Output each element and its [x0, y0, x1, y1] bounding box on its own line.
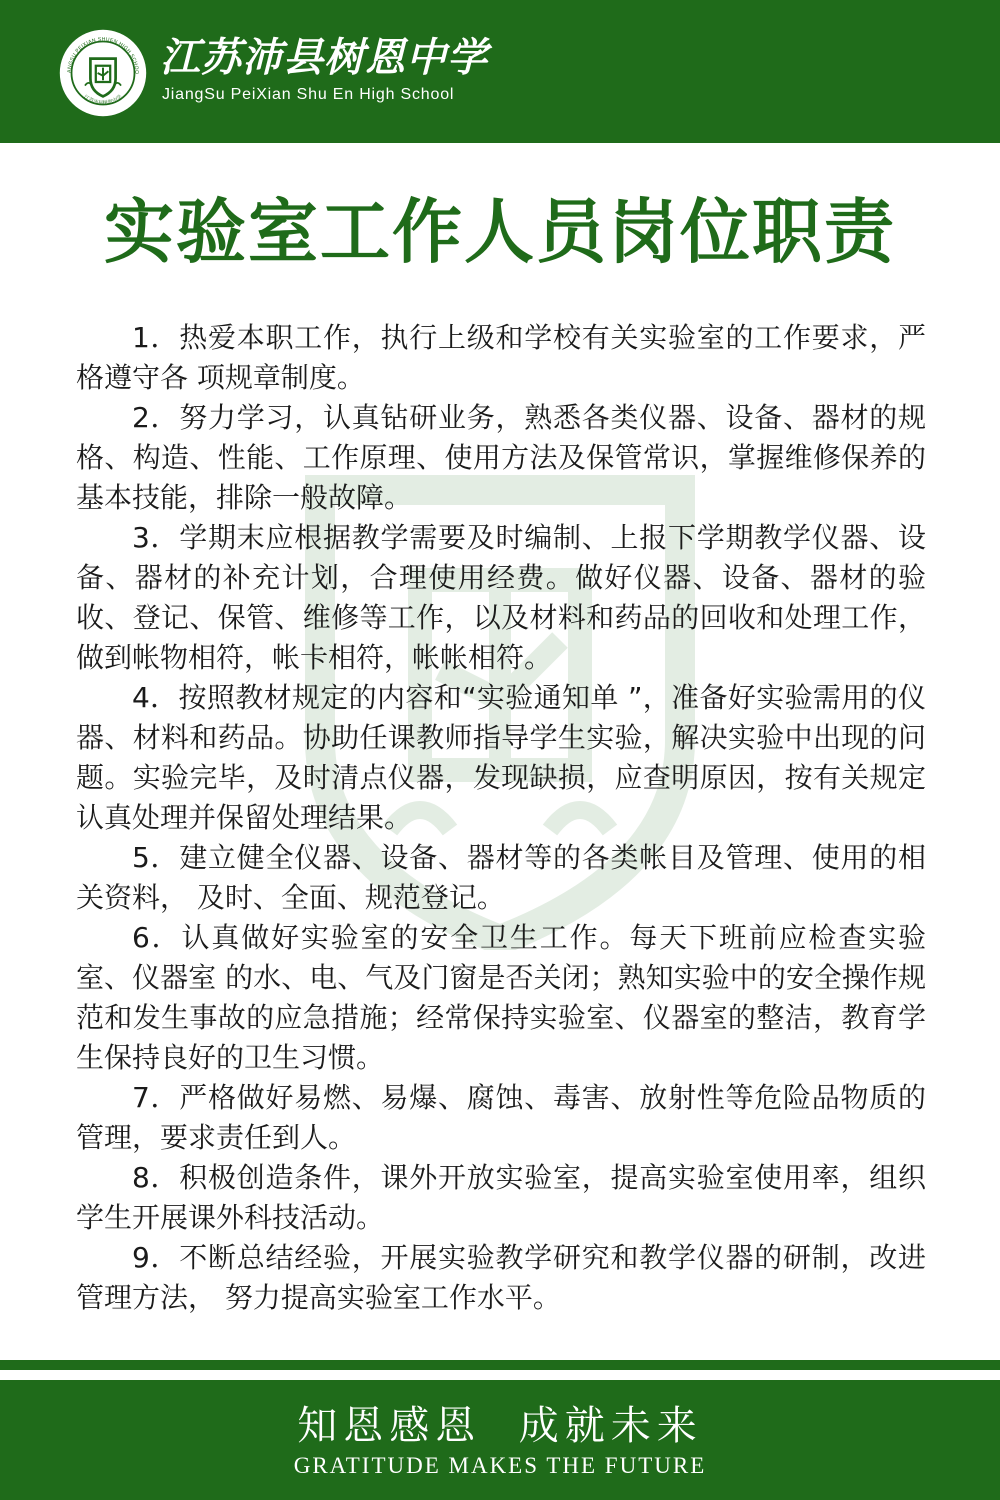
duty-item: 5．建立健全仪器、设备、器材等的各类帐目及管理、使用的相关资料， 及时、全面、规范登记。	[76, 841, 926, 914]
duty-item: 8．积极创造条件，课外开放实验室，提高实验室使用率，组织学生开展课外科技活动。	[76, 1161, 926, 1234]
slogan-en: GRATITUDE MAKES THE FUTURE	[293, 1453, 707, 1478]
footer-divider	[0, 1360, 1000, 1370]
school-name-cn: 江苏沛县树恩中学	[160, 34, 488, 81]
crest-arc-text: ANGSU PEIXIAN SHUEN HIGH SCHOO	[66, 36, 140, 75]
duty-item: 1．热爱本职工作，执行上级和学校有关实验室的工作要求，严格遵守各 项规章制度。	[76, 321, 926, 394]
duty-item: 6．认真做好实验室的安全卫生工作。每天下班前应检查实验室、仪器室 的水、电、气及门窗是否关闭；熟知实验中的安全操作规范和发生事故的应急措施；经常保持实验室、仪器室的整洁，教育学生保持良好的卫生习惯。	[76, 921, 926, 1074]
header-band	[0, 0, 1000, 143]
duty-item: 4．按照教材规定的内容和“实验通知单 ”，准备好实验需用的仪器、材料和药品。协助任课教师指导学生实验，解决实验中出现的问题。实验完毕，及时清点仪器，发现缺损，应查明原因，按有关规定认真处理并保留处理结果。	[76, 681, 926, 834]
page-title: 实验室工作人员岗位职责	[104, 191, 896, 273]
duty-list	[76, 318, 926, 1318]
duty-item: 3．学期末应根据教学需要及时编制、上报下学期教学仪器、设备、器材的补充计划，合理使用经费。做好仪器、设备、器材的验收、登记、保管、维修等工作，以及材料和药品的回收和处理工作，做到帐物相符，帐卡相符，帐帐相符。	[76, 521, 926, 674]
duty-item: 7．严格做好易燃、易爆、腐蚀、毒害、放射性等危险品物质的管理，要求责任到人。	[76, 1081, 926, 1154]
duty-item: 9．不断总结经验，开展实验教学研究和教学仪器的研制，改进管理方法， 努力提高实验室工作水平。	[76, 1241, 926, 1314]
slogan-cn: 知恩感恩 成就未来	[297, 1403, 703, 1449]
school-crest-icon	[58, 28, 148, 118]
school-name-en: JiangSu PeiXian Shu En High School	[162, 86, 455, 103]
crest-bottom-text: 江苏沛县树恩中学	[82, 94, 124, 107]
duty-item: 2．努力学习，认真钻研业务，熟悉各类仪器、设备、器材的规格、构造、性能、工作原理、使用方法及保管常识，掌握维修保养的基本技能，排除一般故障。	[76, 401, 926, 514]
